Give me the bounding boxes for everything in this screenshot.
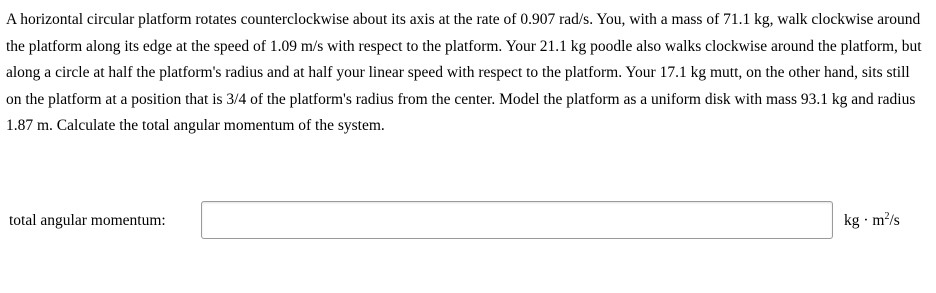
units-suffix: /s [889, 212, 900, 229]
answer-row [6, 201, 926, 243]
units-base: kg · m [844, 212, 885, 229]
answer-units [844, 211, 900, 231]
units-exponent: 2 [884, 211, 890, 222]
total-angular-momentum-input[interactable] [201, 201, 833, 239]
answer-label: total angular momentum: [9, 212, 166, 229]
problem-text: A horizontal circular platform rotates counterclockwise about its axis at the rate of 0.907 rad/s. You, with a mass of 71.1 kg, walk clockwise around the platform along its edge at the speed of 1.09 m/s with respect to the platform. Your 21.1 kg poodle also walks clockwise around the platform, but along a circle at half the platform's radius and at half your linear speed with respect to the platform. Your 17.1 kg mutt, on the other hand, sits still on the platform at a position that is 3/4 of the platform's radius from the center. Model the platform as a uniform disk with mass 93.1 kg and radius 1.87 m. Calculate the total angular momentum of the system. [6, 11, 922, 134]
